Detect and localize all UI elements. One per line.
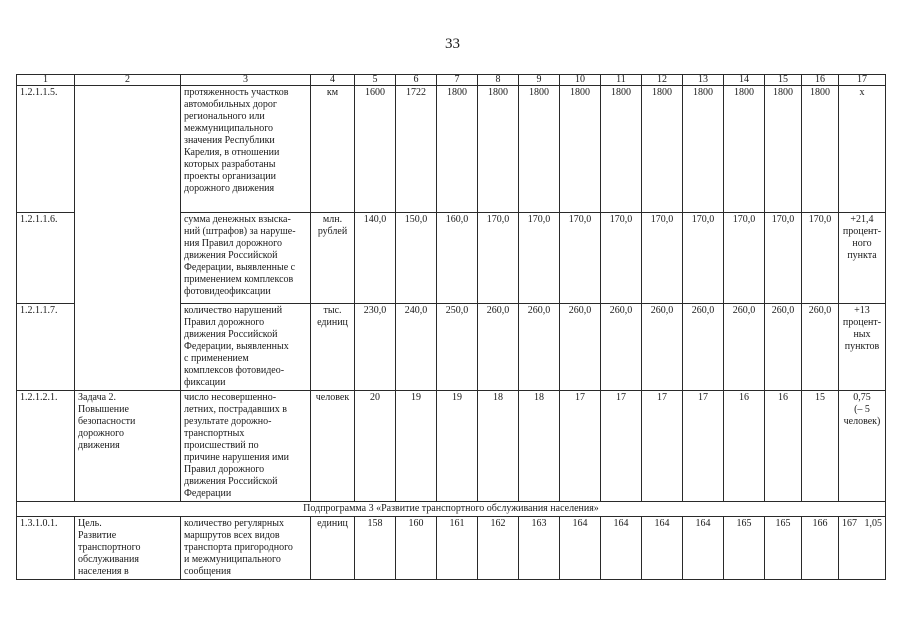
value-cell: 161 [437,517,478,580]
value-cell: 16 [724,391,765,502]
value-cell: 260,0 [519,304,560,391]
column-number: 16 [802,75,839,86]
final-value-cell [839,517,886,580]
column-number: 2 [75,75,181,86]
subprogram-row [17,502,886,517]
indicator-name: количество нарушений Правил дорожного движения Российской Федерации, выявленных с применением комплексов фотовидео- фиксации [181,304,311,391]
value-cell: 170,0 [802,213,839,304]
table-row [17,391,886,502]
value-cell: 165 [724,517,765,580]
final-value: 1,05 [864,518,882,529]
value-cell: 16 [765,391,802,502]
column-number: 3 [181,75,311,86]
goal-cell [75,86,181,391]
value-cell: 20 [355,391,396,502]
value-cell: 164 [642,517,683,580]
column-number: 9 [519,75,560,86]
value-cell: 1800 [437,86,478,213]
value-cell: 160,0 [437,213,478,304]
indicator-code: 1.2.1.1.6. [17,213,75,304]
column-numbers-row [17,75,886,86]
indicator-code: 1.2.1.2.1. [17,391,75,502]
value-cell: 1800 [802,86,839,213]
unit-cell: млн. рублей [311,213,355,304]
goal-cell: Задача 2. Повышение безопасности дорожного движения [75,391,181,502]
value-cell: 1800 [724,86,765,213]
value-cell: 164 [560,517,601,580]
value-cell: 17 [601,391,642,502]
value-cell: 1800 [560,86,601,213]
value-cell: 166 [802,517,839,580]
value-cell: 1600 [355,86,396,213]
value-cell: 170,0 [683,213,724,304]
value-cell: 170,0 [560,213,601,304]
value-cell: 18 [478,391,519,502]
indicator-name: сумма денежных взыска- ний (штрафов) за наруше- ния Правил дорожного движения Российской Федерации, выявленные с применением комплексов фотовидеофиксации [181,213,311,304]
value-cell: 1800 [519,86,560,213]
value-cell: 170,0 [642,213,683,304]
value-cell: 170,0 [601,213,642,304]
value-cell: 150,0 [396,213,437,304]
value-cell: 260,0 [765,304,802,391]
value-cell: 17 [642,391,683,502]
value-cell: 15 [802,391,839,502]
value-cell: 250,0 [437,304,478,391]
value-cell: 163 [519,517,560,580]
value-cell: 260,0 [642,304,683,391]
column-number: 12 [642,75,683,86]
final-value-cell: +13 процент- ных пунктов [839,304,886,391]
value-cell: 19 [396,391,437,502]
indicator-name: число несовершенно- летних, пострадавших в результате дорожно- транспортных происшествий по причине нарушения ими Правил дорожного движения Российской Федерации [181,391,311,502]
value-cell: 17 [560,391,601,502]
value-cell: 260,0 [724,304,765,391]
column-number: 11 [601,75,642,86]
value-cell: 170,0 [765,213,802,304]
column-number: 15 [765,75,802,86]
value-cell: 1800 [642,86,683,213]
table-row [17,86,886,213]
indicator-code: 1.3.1.0.1. [17,517,75,580]
column-number: 1 [17,75,75,86]
indicator-code: 1.2.1.1.7. [17,304,75,391]
value-cell: 160 [396,517,437,580]
value-cell: 17 [683,391,724,502]
value-cell: 230,0 [355,304,396,391]
table-row [17,517,886,580]
indicator-name: протяженность участков автомобильных дорог регионального или межмуниципального значения Республики Карелия, в отношении которых разработаны проекты организации дорожного движения [181,86,311,213]
column-number: 10 [560,75,601,86]
value-cell: 170,0 [724,213,765,304]
value-cell: 260,0 [478,304,519,391]
column-number: 13 [683,75,724,86]
value-cell: 158 [355,517,396,580]
page-number: 33 [445,36,460,52]
value-cell: 260,0 [683,304,724,391]
column-number: 14 [724,75,765,86]
value-cell: 260,0 [601,304,642,391]
goal-cell: Цель. Развитие транспортного обслуживания населения в [75,517,181,580]
column-number: 8 [478,75,519,86]
value-cell: 164 [683,517,724,580]
value-cell: 18 [519,391,560,502]
column-number: 4 [311,75,355,86]
unit-cell: км [311,86,355,213]
value-cell: 164 [601,517,642,580]
column-number: 17 [839,75,886,86]
final-value-cell: х [839,86,886,213]
value-cell: 140,0 [355,213,396,304]
unit-cell: человек [311,391,355,502]
column-number: 5 [355,75,396,86]
value-cell: 1800 [601,86,642,213]
value-cell: 165 [765,517,802,580]
column-number: 7 [437,75,478,86]
value-cell: 260,0 [560,304,601,391]
unit-cell: тыс. единиц [311,304,355,391]
indicator-name: количество регулярных маршрутов всех видов транспорта пригородного и межмуниципального сообщения [181,517,311,580]
value-cell: 240,0 [396,304,437,391]
column-number: 6 [396,75,437,86]
value-cell: 170,0 [519,213,560,304]
value-cell: единиц [311,517,355,580]
final-value-cell: 0,75 (– 5 человек) [839,391,886,502]
indicator-code: 1.2.1.1.5. [17,86,75,213]
indicators-table [16,74,886,580]
value-cell: 1800 [478,86,519,213]
final-value-cell: +21,4 процент- ного пункта [839,213,886,304]
value-cell: 1722 [396,86,437,213]
value-cell: 260,0 [802,304,839,391]
subprogram-title: Подпрограмма 3 «Развитие транспортного обслуживания населения» [17,502,886,517]
value-cell: 170,0 [478,213,519,304]
value-cell: 1800 [765,86,802,213]
value-167: 167 [842,518,857,529]
value-cell: 19 [437,391,478,502]
value-cell: 162 [478,517,519,580]
value-cell: 1800 [683,86,724,213]
